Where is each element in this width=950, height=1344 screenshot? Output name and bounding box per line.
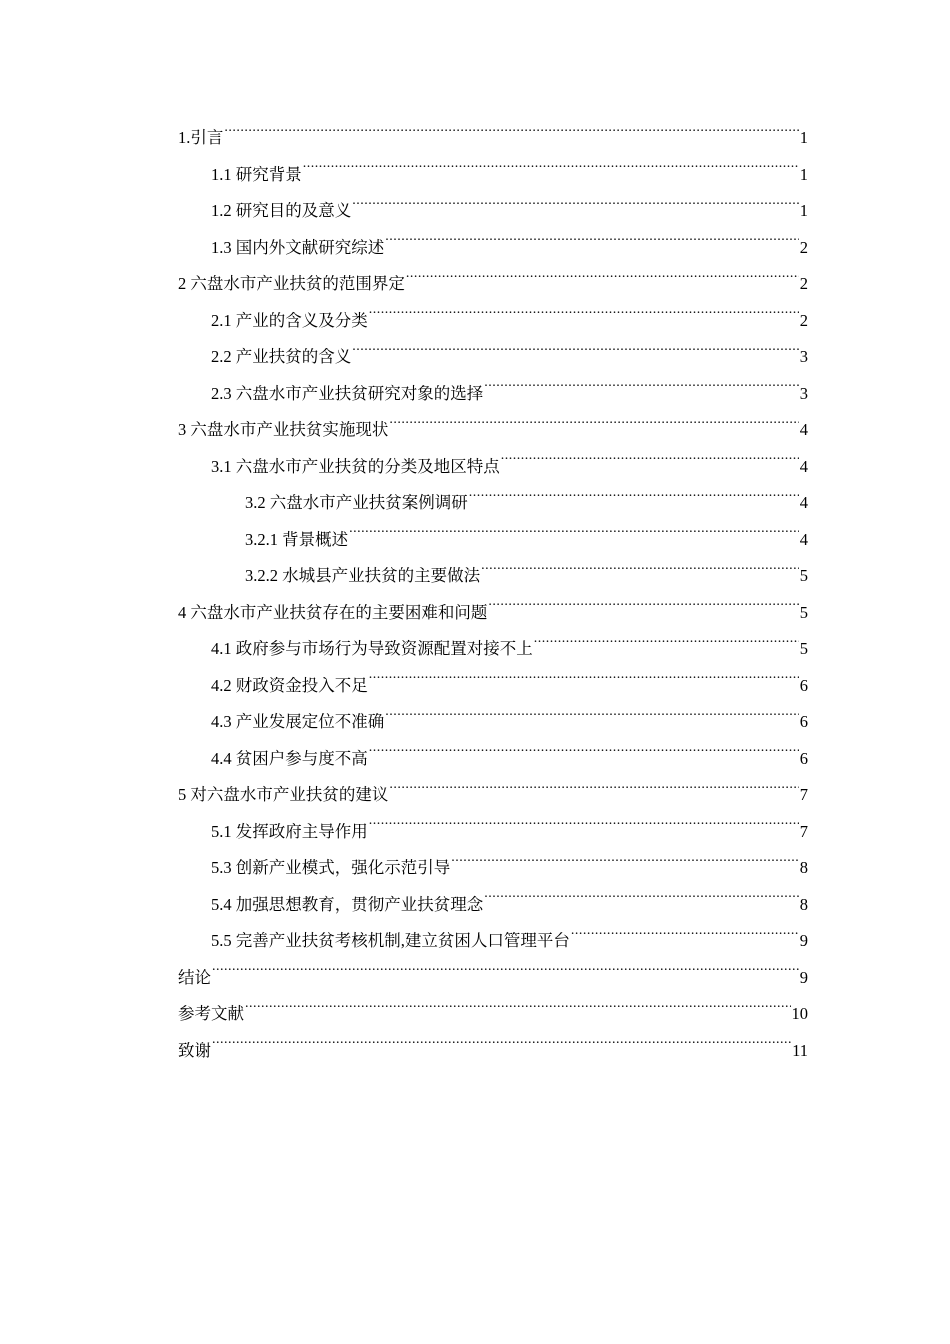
toc-entry-page-number: 8 <box>799 858 808 877</box>
toc-dot-leader <box>451 857 799 874</box>
toc-entry-page-number: 1 <box>799 201 808 220</box>
toc-dot-leader <box>369 674 799 691</box>
toc-dot-leader <box>212 1039 791 1056</box>
toc-entry[interactable] <box>178 376 808 413</box>
toc-entry-page-number: 1 <box>799 128 808 147</box>
toc-entry-page-number: 5 <box>799 639 808 658</box>
toc-dot-leader <box>484 382 799 399</box>
toc-entry-page-number: 10 <box>791 1004 808 1023</box>
toc-entry[interactable] <box>178 814 808 851</box>
toc-entry-title: 5.4 加强思想教育，贯彻产业扶贫理念 <box>211 894 484 914</box>
toc-entry-title: 3.1 六盘水市产业扶贫的分类及地区特点 <box>211 456 500 476</box>
toc-entry[interactable] <box>178 339 808 376</box>
toc-entry[interactable] <box>178 923 808 960</box>
toc-entry-page-number: 1 <box>799 164 808 184</box>
toc-entry[interactable] <box>178 777 808 814</box>
toc-entry[interactable] <box>178 704 808 741</box>
toc-entry[interactable] <box>178 996 808 1033</box>
toc-dot-leader <box>369 309 799 326</box>
toc-entry-title: 3.2 六盘水市产业扶贫案例调研 <box>245 493 468 512</box>
toc-entry[interactable] <box>178 485 808 522</box>
toc-entry[interactable] <box>178 741 808 778</box>
toc-entry-page-number: 4 <box>799 456 808 476</box>
toc-entry[interactable] <box>178 193 808 230</box>
toc-entry-page-number: 9 <box>799 931 808 950</box>
toc-entry-page-number: 6 <box>799 748 808 768</box>
toc-entry-page-number: 3 <box>799 347 808 366</box>
toc-entry-page-number: 5 <box>799 566 808 585</box>
toc-entry-title: 2.3 六盘水市产业扶贫研究对象的选择 <box>211 383 484 403</box>
toc-dot-leader <box>224 127 798 144</box>
toc-dot-leader <box>534 638 799 655</box>
toc-entry[interactable] <box>178 595 808 632</box>
toc-entry-title: 3.2.1 背景概述 <box>245 529 349 549</box>
toc-entry-page-number: 2 <box>799 310 808 330</box>
toc-dot-leader <box>484 893 799 910</box>
toc-entry-title: 3 六盘水市产业扶贫实施现状 <box>178 420 389 439</box>
toc-entry[interactable] <box>178 157 808 194</box>
toc-dot-leader <box>389 784 798 801</box>
toc-entry[interactable] <box>178 1033 808 1070</box>
toc-entry[interactable] <box>178 850 808 887</box>
toc-entry-title: 5.1 发挥政府主导作用 <box>211 821 368 841</box>
toc-dot-leader <box>369 747 799 764</box>
toc-dot-leader <box>406 273 799 290</box>
toc-entry-page-number: 6 <box>799 675 808 695</box>
toc-entry-title: 结论 <box>178 967 211 987</box>
toc-entry-title: 4.1 政府参与市场行为导致资源配置对接不上 <box>211 639 533 658</box>
toc-entry-page-number: 2 <box>799 274 808 293</box>
toc-entry[interactable] <box>178 412 808 449</box>
toc-entry-title: 1.2 研究目的及意义 <box>211 201 352 220</box>
toc-entry[interactable] <box>178 303 808 340</box>
toc-entry-page-number: 2 <box>799 237 808 257</box>
toc-entry-title: 1.3 国内外文献研究综述 <box>211 237 385 257</box>
toc-entry[interactable] <box>178 668 808 705</box>
toc-dot-leader <box>352 200 799 217</box>
toc-dot-leader <box>352 346 799 363</box>
toc-dot-leader <box>389 419 798 436</box>
toc-entry[interactable] <box>178 522 808 559</box>
toc-entry-title: 5.5 完善产业扶贫考核机制,建立贫困人口管理平台 <box>211 931 570 950</box>
toc-dot-leader <box>488 601 798 618</box>
toc-dot-leader <box>369 820 799 837</box>
toc-entry[interactable] <box>178 230 808 267</box>
toc-entry-title: 2.1 产业的含义及分类 <box>211 310 368 330</box>
toc-entry-title: 1.1 研究背景 <box>211 164 302 184</box>
toc-entry-title: 参考文献 <box>178 1004 244 1023</box>
toc-entry[interactable] <box>178 887 808 924</box>
toc-entry[interactable] <box>178 120 808 157</box>
toc-entry-title: 2.2 产业扶贫的含义 <box>211 347 352 366</box>
toc-dot-leader <box>469 492 799 509</box>
toc-entry-page-number: 6 <box>799 712 808 731</box>
toc-entry-page-number: 3 <box>799 383 808 403</box>
toc-dot-leader <box>349 528 799 545</box>
toc-entry-title: 4.3 产业发展定位不准确 <box>211 712 385 731</box>
toc-entry-title: 5.3 创新产业模式，强化示范引导 <box>211 858 451 877</box>
toc-dot-leader <box>385 236 799 253</box>
table-of-contents <box>178 120 808 1069</box>
toc-entry-title: 1.引言 <box>178 128 224 147</box>
toc-entry[interactable] <box>178 266 808 303</box>
toc-entry[interactable] <box>178 960 808 997</box>
toc-entry[interactable] <box>178 449 808 486</box>
toc-entry-title: 4.2 财政资金投入不足 <box>211 675 368 695</box>
toc-dot-leader <box>212 966 799 983</box>
toc-dot-leader <box>303 163 799 180</box>
toc-entry-title: 2 六盘水市产业扶贫的范围界定 <box>178 274 405 293</box>
toc-entry-title: 4.4 贫困户参与度不高 <box>211 748 368 768</box>
toc-entry-title: 5 对六盘水市产业扶贫的建议 <box>178 785 389 804</box>
toc-entry-page-number: 4 <box>799 493 808 512</box>
toc-dot-leader <box>571 930 799 947</box>
toc-entry-page-number: 4 <box>799 420 808 439</box>
toc-entry-title: 3.2.2 水城县产业扶贫的主要做法 <box>245 566 481 585</box>
toc-entry-title: 4 六盘水市产业扶贫存在的主要困难和问题 <box>178 602 488 622</box>
toc-entry-page-number: 7 <box>799 821 808 841</box>
toc-dot-leader <box>385 711 799 728</box>
toc-entry-page-number: 4 <box>799 529 808 549</box>
toc-dot-leader <box>481 565 799 582</box>
toc-dot-leader <box>501 455 799 472</box>
toc-dot-leader <box>245 1003 791 1020</box>
toc-entry-title: 致谢 <box>178 1040 211 1060</box>
toc-entry-page-number: 5 <box>799 602 808 622</box>
toc-entry[interactable] <box>178 558 808 595</box>
toc-entry-page-number: 9 <box>799 967 808 987</box>
toc-entry[interactable] <box>178 631 808 668</box>
toc-entry-page-number: 11 <box>792 1040 808 1060</box>
toc-entry-page-number: 8 <box>799 894 808 914</box>
toc-entry-page-number: 7 <box>799 785 808 804</box>
